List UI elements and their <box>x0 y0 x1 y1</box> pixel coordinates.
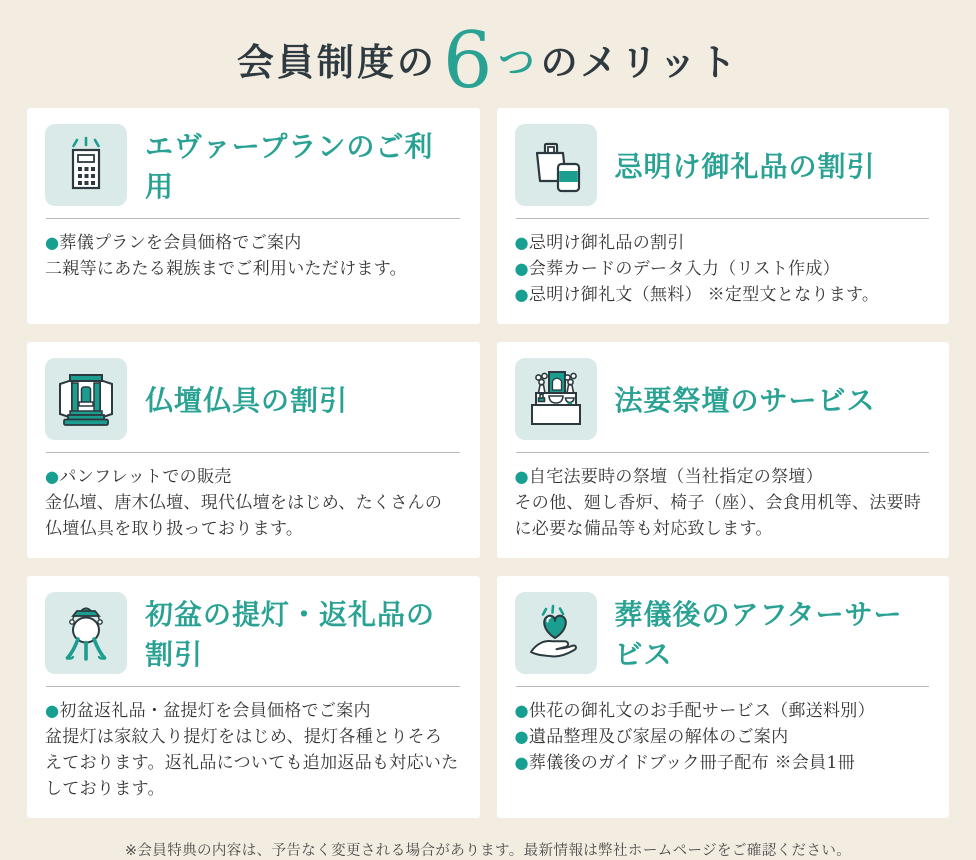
card-title: 忌明け御礼品の割引 <box>614 150 876 183</box>
bullet-icon: ● <box>514 753 529 772</box>
benefit-line: ●遺品整理及び家屋の解体のご案内 <box>514 727 789 747</box>
card-body <box>45 464 460 542</box>
title-number: 6 <box>442 16 493 106</box>
card-title: 初盆の提灯・返礼品の割引 <box>145 598 436 671</box>
card-body <box>515 698 930 776</box>
bon-lantern-icon <box>45 592 127 674</box>
benefit-line: ●葬儀後のガイドブック冊子配布 ※会員1冊 <box>514 753 855 773</box>
buddhist-altar-icon <box>45 358 127 440</box>
benefit-card-memorial-altar <box>497 342 950 558</box>
memorial-altar-icon <box>515 358 597 440</box>
card-body <box>45 698 460 802</box>
card-header <box>515 592 930 674</box>
divider <box>46 452 460 453</box>
bullet-icon: ● <box>514 727 529 746</box>
benefit-line: ●会葬カードのデータ入力（リスト作成） <box>514 259 840 279</box>
benefit-line: ●供花の御礼文のお手配サービス（郵送料別） <box>514 701 875 721</box>
benefit-card-bon-lantern <box>27 576 480 818</box>
benefit-line: ●忌明け御礼文（無料） ※定型文となります。 <box>514 285 880 305</box>
bullet-icon: ● <box>514 467 529 486</box>
card-header <box>45 592 460 674</box>
bullet-icon: ● <box>514 259 529 278</box>
bullet-icon: ● <box>514 701 529 720</box>
card-body <box>45 230 460 282</box>
benefit-line: ●葬儀プランを会員価格でご案内 <box>45 233 302 253</box>
benefit-line: 金仏壇、唐木仏壇、現代仏壇をはじめ、たくさんの仏壇仏具を取り扱っております。 <box>45 493 443 539</box>
bullet-icon: ● <box>45 701 60 720</box>
benefit-card-after-service <box>497 576 950 818</box>
bullet-icon: ● <box>45 467 60 486</box>
divider <box>46 686 460 687</box>
benefit-line: ●自宅法要時の祭壇（当社指定の祭壇） <box>514 467 823 487</box>
card-title: 葬儀後のアフターサービス <box>614 598 903 671</box>
benefit-line: ●初盆返礼品・盆提灯を会員価格でご案内 <box>45 701 371 721</box>
benefits-grid <box>27 108 949 818</box>
card-title: 法要祭壇のサービス <box>614 384 876 417</box>
calculator-icon <box>45 124 127 206</box>
divider <box>46 218 460 219</box>
card-header <box>515 124 930 206</box>
card-header <box>45 358 460 440</box>
benefit-card-ever-plan <box>27 108 480 324</box>
gift-bag-icon <box>515 124 597 206</box>
divider <box>516 686 930 687</box>
card-body <box>515 464 930 542</box>
heart-in-hand-icon <box>515 592 597 674</box>
section-title <box>27 0 949 108</box>
benefit-line: その他、廻し香炉、椅子（座）、会食用机等、法要時に必要な備品等も対応致します。 <box>514 493 922 539</box>
title-suffix: のメリット <box>540 40 740 84</box>
benefit-line: ●パンフレットでの販売 <box>45 467 232 487</box>
card-title: エヴァープランのご利用 <box>145 130 434 203</box>
divider <box>516 218 930 219</box>
benefit-card-butsudan <box>27 342 480 558</box>
benefit-line: ●忌明け御礼品の割引 <box>514 233 685 253</box>
benefit-line: 二親等にあたる親族までご利用いただけます。 <box>45 259 407 279</box>
title-counter: つ <box>498 40 537 83</box>
card-body <box>515 230 930 308</box>
bullet-icon: ● <box>514 285 529 304</box>
bullet-icon: ● <box>45 233 60 252</box>
card-header <box>45 124 460 206</box>
bullet-icon: ● <box>514 233 529 252</box>
benefit-line: 盆提灯は家紋入り提灯をはじめ、提灯各種とりそろえております。返礼品についても追加返品も対応いたしております。 <box>45 727 459 799</box>
card-title: 仏壇仏具の割引 <box>145 384 349 417</box>
card-header <box>515 358 930 440</box>
benefit-card-thank-you-gifts <box>497 108 950 324</box>
disclaimer-note: ※会員特典の内容は、予告なく変更される場合があります。最新情報は弊社ホームページをご確認ください。 <box>124 843 852 859</box>
title-prefix: 会員制度の <box>236 40 437 84</box>
divider <box>516 452 930 453</box>
